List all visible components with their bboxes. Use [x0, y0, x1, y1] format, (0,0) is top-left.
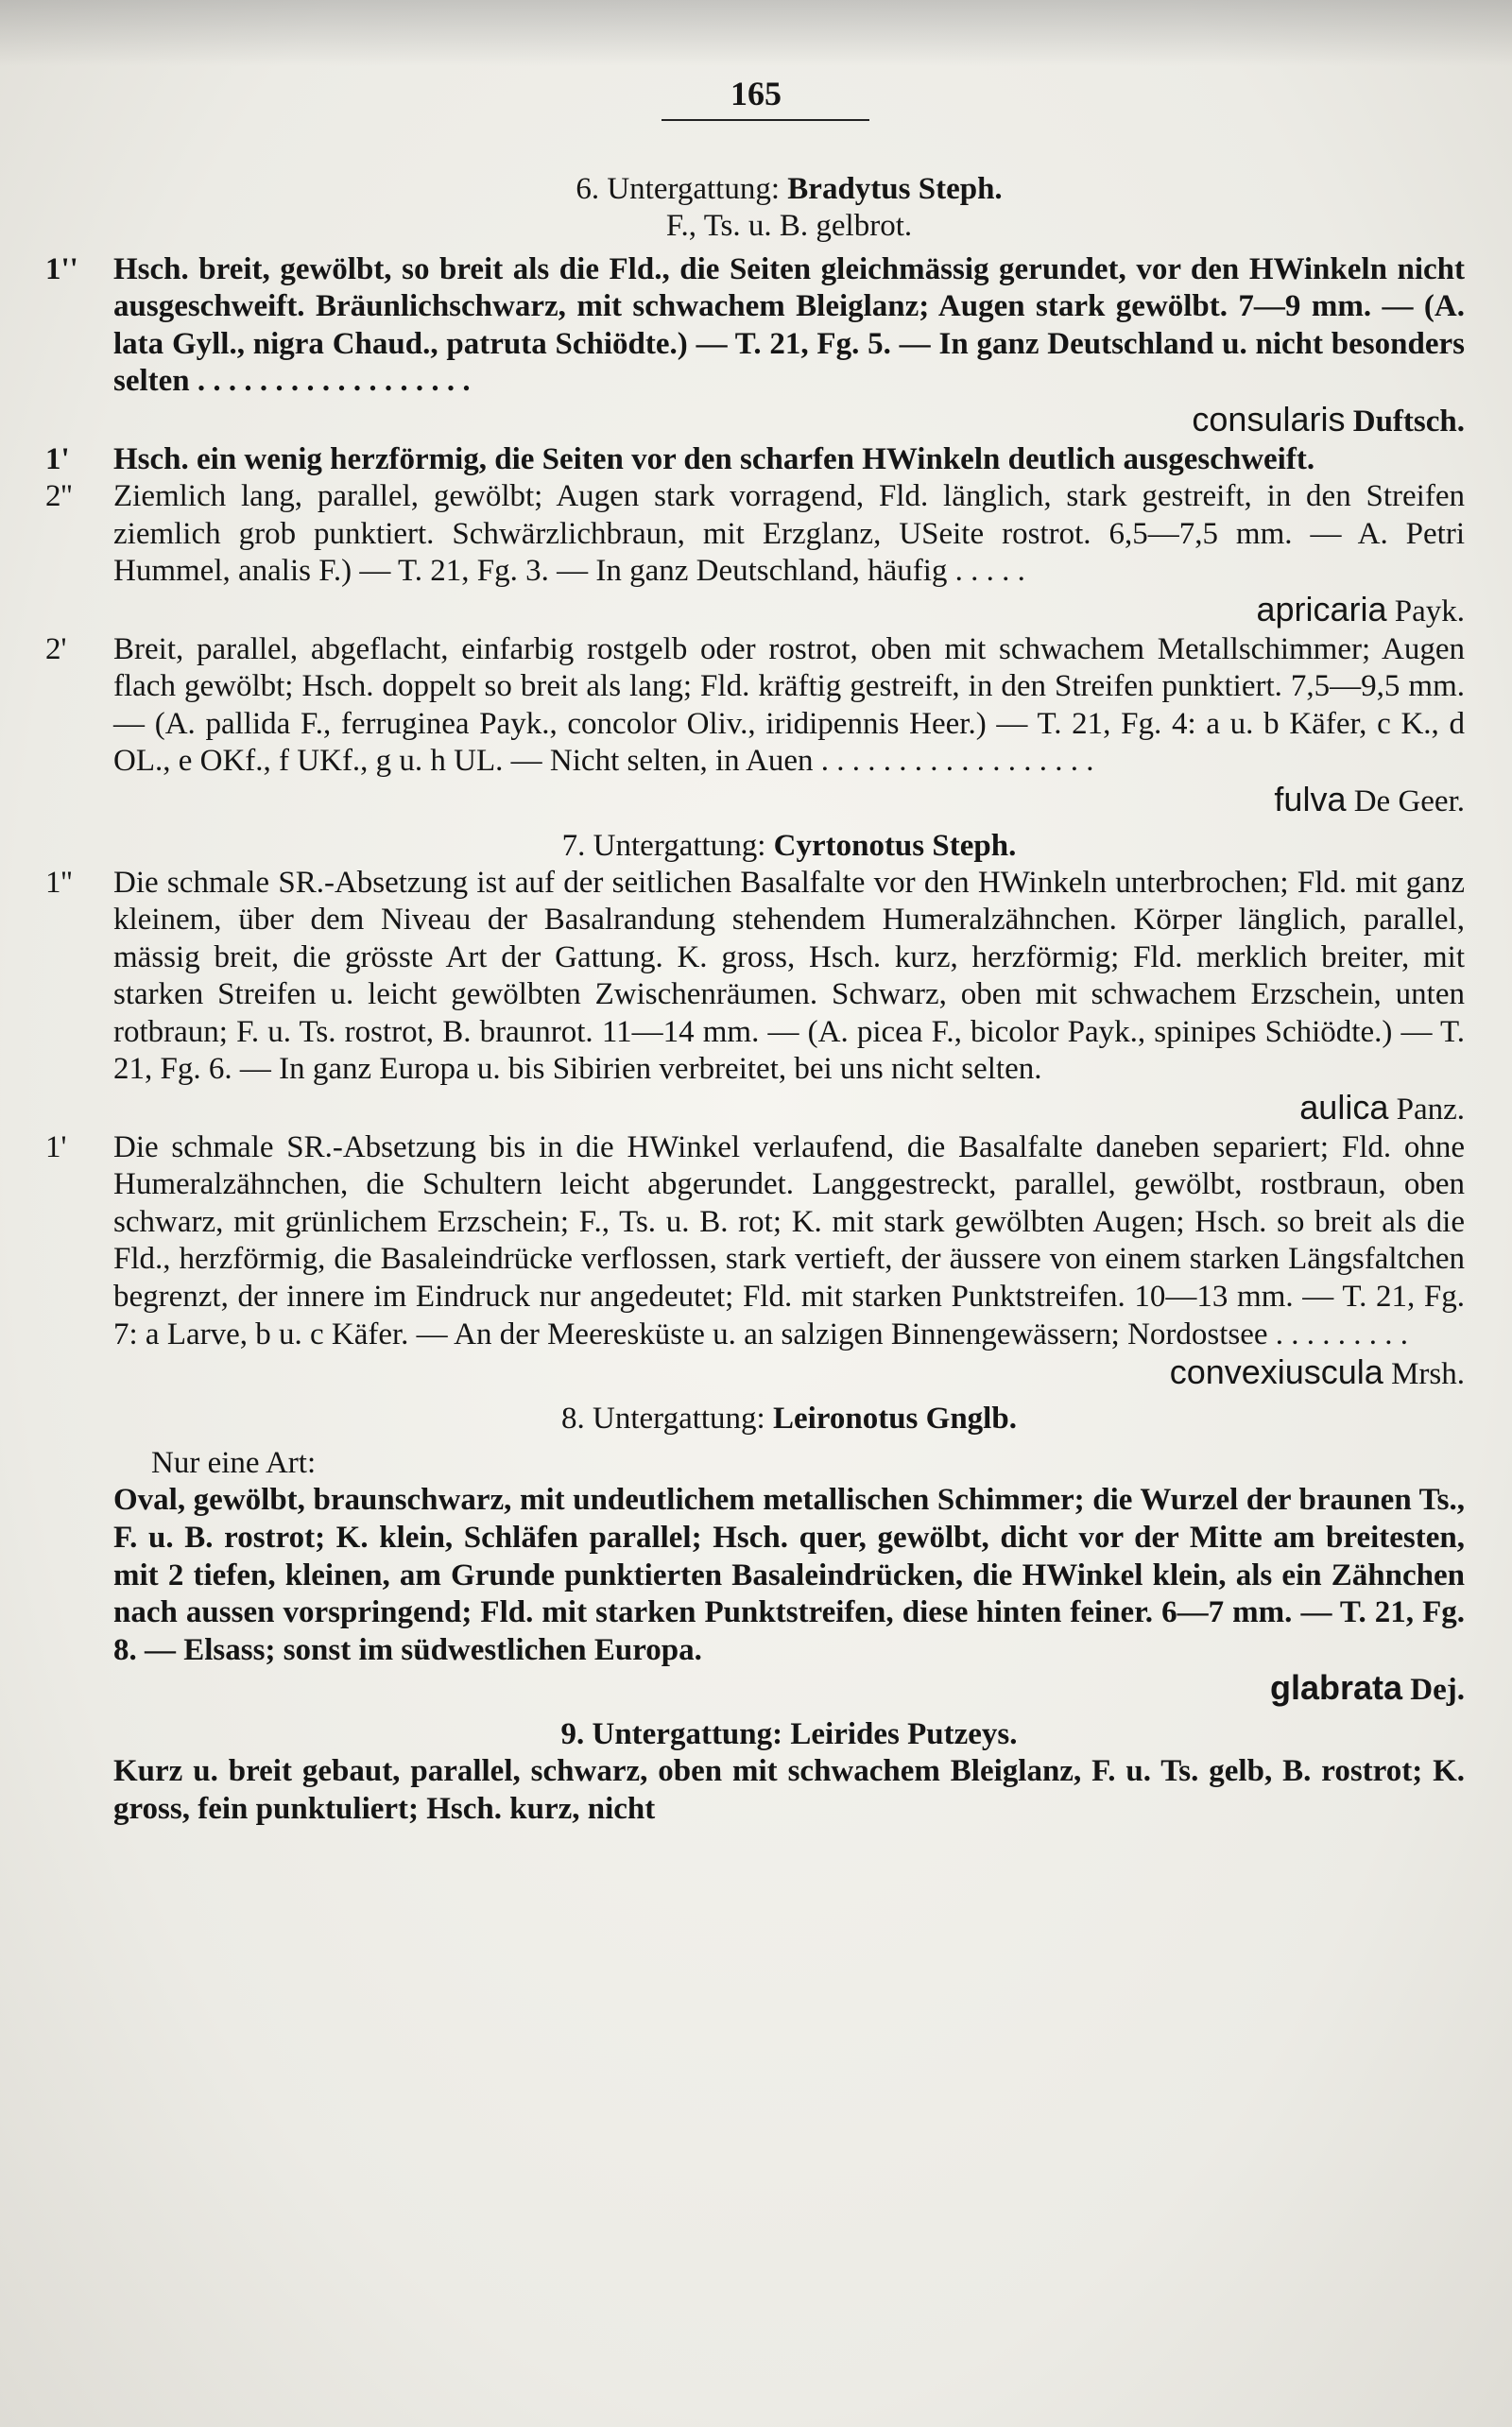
page-number-rule	[662, 119, 869, 121]
subgenus-label: 8. Untergattung:	[561, 1401, 765, 1436]
page-text	[45, 170, 1465, 1828]
species-name: convexiuscula	[1169, 1352, 1383, 1392]
entry-text: Breit, parallel, abgeflacht, einfarbig rostgelb oder rostrot, oben mit schwachem Metallschimmer; Augen flach gewölbt; Hsch. doppelt so breit als lang; Fld. kräftig gestreift, in den Streifen punktiert. 7,5—9,5 mm. — (A. pallida F., ferruginea Payk., concolor Oliv., iridipennis Heer.) — T. 21, Fg. 4: a u. b Käfer, c K., d OL., e OKf., f UKf., g u. h UL. — Nicht selten, in Auen . . . . . . . . . . . . . . . . . .	[113, 631, 1465, 779]
entry-text: Ziemlich lang, parallel, gewölbt; Augen stark vorragend, Fld. länglich, stark gestreift, in den Streifen ziemlich grob punktiert. Schwärzlichbraun, mit Erzglanz, USeite rostrot. 6,5—7,5 mm. — A. Petri Hummel, analis F.) — T. 21, Fg. 3. — In ganz Deutschland, häufig . . . . .	[113, 479, 1465, 589]
subgenus-label: 9. Untergattung:	[560, 1716, 783, 1751]
couplet-number: 1''	[45, 865, 73, 900]
subgenus-name: Bradytus Steph.	[787, 172, 1003, 206]
key-entry	[45, 1129, 1465, 1394]
couplet-number: 2''	[45, 479, 73, 514]
subgenus-name: Leirides Putzeys.	[790, 1716, 1018, 1751]
subgenus-name: Cyrtonotus Steph.	[773, 828, 1017, 863]
species-author: Mrsh.	[1391, 1357, 1465, 1392]
couplet-number: 1'	[45, 1129, 67, 1164]
key-entry	[113, 1482, 1465, 1710]
species-author: Panz.	[1396, 1093, 1465, 1127]
couplet-number: 2'	[45, 631, 67, 666]
subgenus-heading	[113, 827, 1465, 865]
species-author: Payk.	[1394, 594, 1465, 628]
couplet-number: 1''	[45, 251, 78, 286]
entry-text: Kurz u. breit gebaut, parallel, schwarz, oben mit schwachem Bleiglanz, F. u. Ts. gelb, B. rostrot; K. gross, fein punktuliert; Hsch. kurz, nicht	[113, 1753, 1465, 1826]
species-author: De Geer.	[1353, 783, 1465, 818]
scan-edge-shadow	[0, 0, 1512, 66]
subgenus-color-note: F., Ts. u. B. gelbrot.	[665, 209, 913, 243]
key-entry	[113, 1753, 1465, 1828]
subgenus-name: Leironotus Gnglb.	[772, 1401, 1017, 1436]
species-name: aulica	[1299, 1088, 1389, 1127]
entry-text: Hsch. breit, gewölbt, so breit als die Fld., die Seiten gleichmässig gerundet, vor den HWinkeln nicht ausgeschweift. Bräunlichschwarz, mit schwachem Bleiglanz; Augen stark gewölbt. 7—9 mm. — (A. lata Gyll., nigra Chaud., patruta Schiödte.) — T. 21, Fg. 5. — In ganz Deutschland u. nicht besonders selten . . . . . . . . . . . . . . . . . .	[113, 251, 1465, 399]
species-name: fulva	[1274, 779, 1347, 818]
entry-text: Die schmale SR.-Absetzung bis in die HWinkel verlaufend, die Basalfalte daneben separiert; Fld. ohne Humeralzähnchen, die Schultern leicht abgerundet. Langgestreckt, parallel, gewölbt, rostbraun, oben schwarz, mit grünlichem Erzschein; F., Ts. u. B. rot; K. mit stark gewölbten Augen; Hsch. so breit als die Fld., herzförmig, die Basaleindrücke verflossen, stark vertieft, der äussere von einem starken Längsfaltchen begrenzt, der innere im Eindruck nur angedeutet; Fld. mit starken Punktstreifen. 10—13 mm. — T. 21, Fg. 7: a Larve, b u. c Käfer. — An der Meeresküste u. an salzigen Binnengewässern; Nordostsee . . . . . . . . .	[113, 1129, 1465, 1351]
subgenus-label: 6. Untergattung:	[576, 172, 781, 206]
subgenus-heading	[113, 1400, 1465, 1437]
page-number: 165	[730, 75, 782, 112]
couplet-number: 1'	[45, 441, 70, 476]
key-entry	[45, 865, 1465, 1129]
species-author: Dej.	[1410, 1673, 1465, 1708]
species-author: Duftsch.	[1352, 404, 1465, 439]
single-species-note: Nur eine Art:	[151, 1445, 317, 1480]
key-entry	[45, 251, 1465, 441]
entry-text: Hsch. ein wenig herzförmig, die Seiten vor den scharfen HWinkeln deutlich ausgeschweift.	[113, 441, 1315, 476]
subgenus-heading	[113, 1715, 1465, 1753]
key-entry	[45, 478, 1465, 630]
subgenus-label: 7. Untergattung:	[561, 828, 766, 863]
species-name: glabrata	[1269, 1668, 1403, 1708]
entry-text: Oval, gewölbt, braunschwarz, mit undeutlichem metallischen Schimmer; die Wurzel der braunen Ts., F. u. B. rostrot; K. klein, Schläfen parallel; Hsch. quer, gewölbt, dicht vor der Mitte am breitesten, mit 2 tiefen, kleinen, am Grunde punktierten Basaleindrücken, die HWinkel klein, als ein Zähnchen nach aussen vorspringend; Fld. mit starken Punktstreifen, diese hinten feiner. 6—7 mm. — T. 21, Fg. 8. — Elsass; sonst im südwestlichen Europa.	[113, 1483, 1465, 1667]
entry-text: Die schmale SR.-Absetzung ist auf der seitlichen Basalfalte vor den HWinkeln unterbrochen; Fld. mit ganz kleinem, über dem Niveau der Basalrandung stehendem Humeralzähnchen. Körper länglich, parallel, mässig breit, die grösste Art der Gattung. K. gross, Hsch. kurz, herzförmig; Fld. merklich breiter, mit starken Streifen u. leicht gewölbten Zwischenräumen. Schwarz, oben mit schwachem Erzschein, unten rotbraun; F. u. Ts. rostrot, B. braunrot. 11—14 mm. — (A. picea F., bicolor Payk., spinipes Schiödte.) — T. 21, Fg. 6. — In ganz Europa u. bis Sibirien verbreitet, bei uns nicht selten.	[113, 865, 1465, 1087]
key-entry	[45, 631, 1465, 821]
key-entry	[45, 441, 1465, 479]
subgenus-heading	[113, 170, 1465, 208]
species-name: consularis	[1192, 399, 1346, 439]
species-name: apricaria	[1256, 589, 1387, 628]
